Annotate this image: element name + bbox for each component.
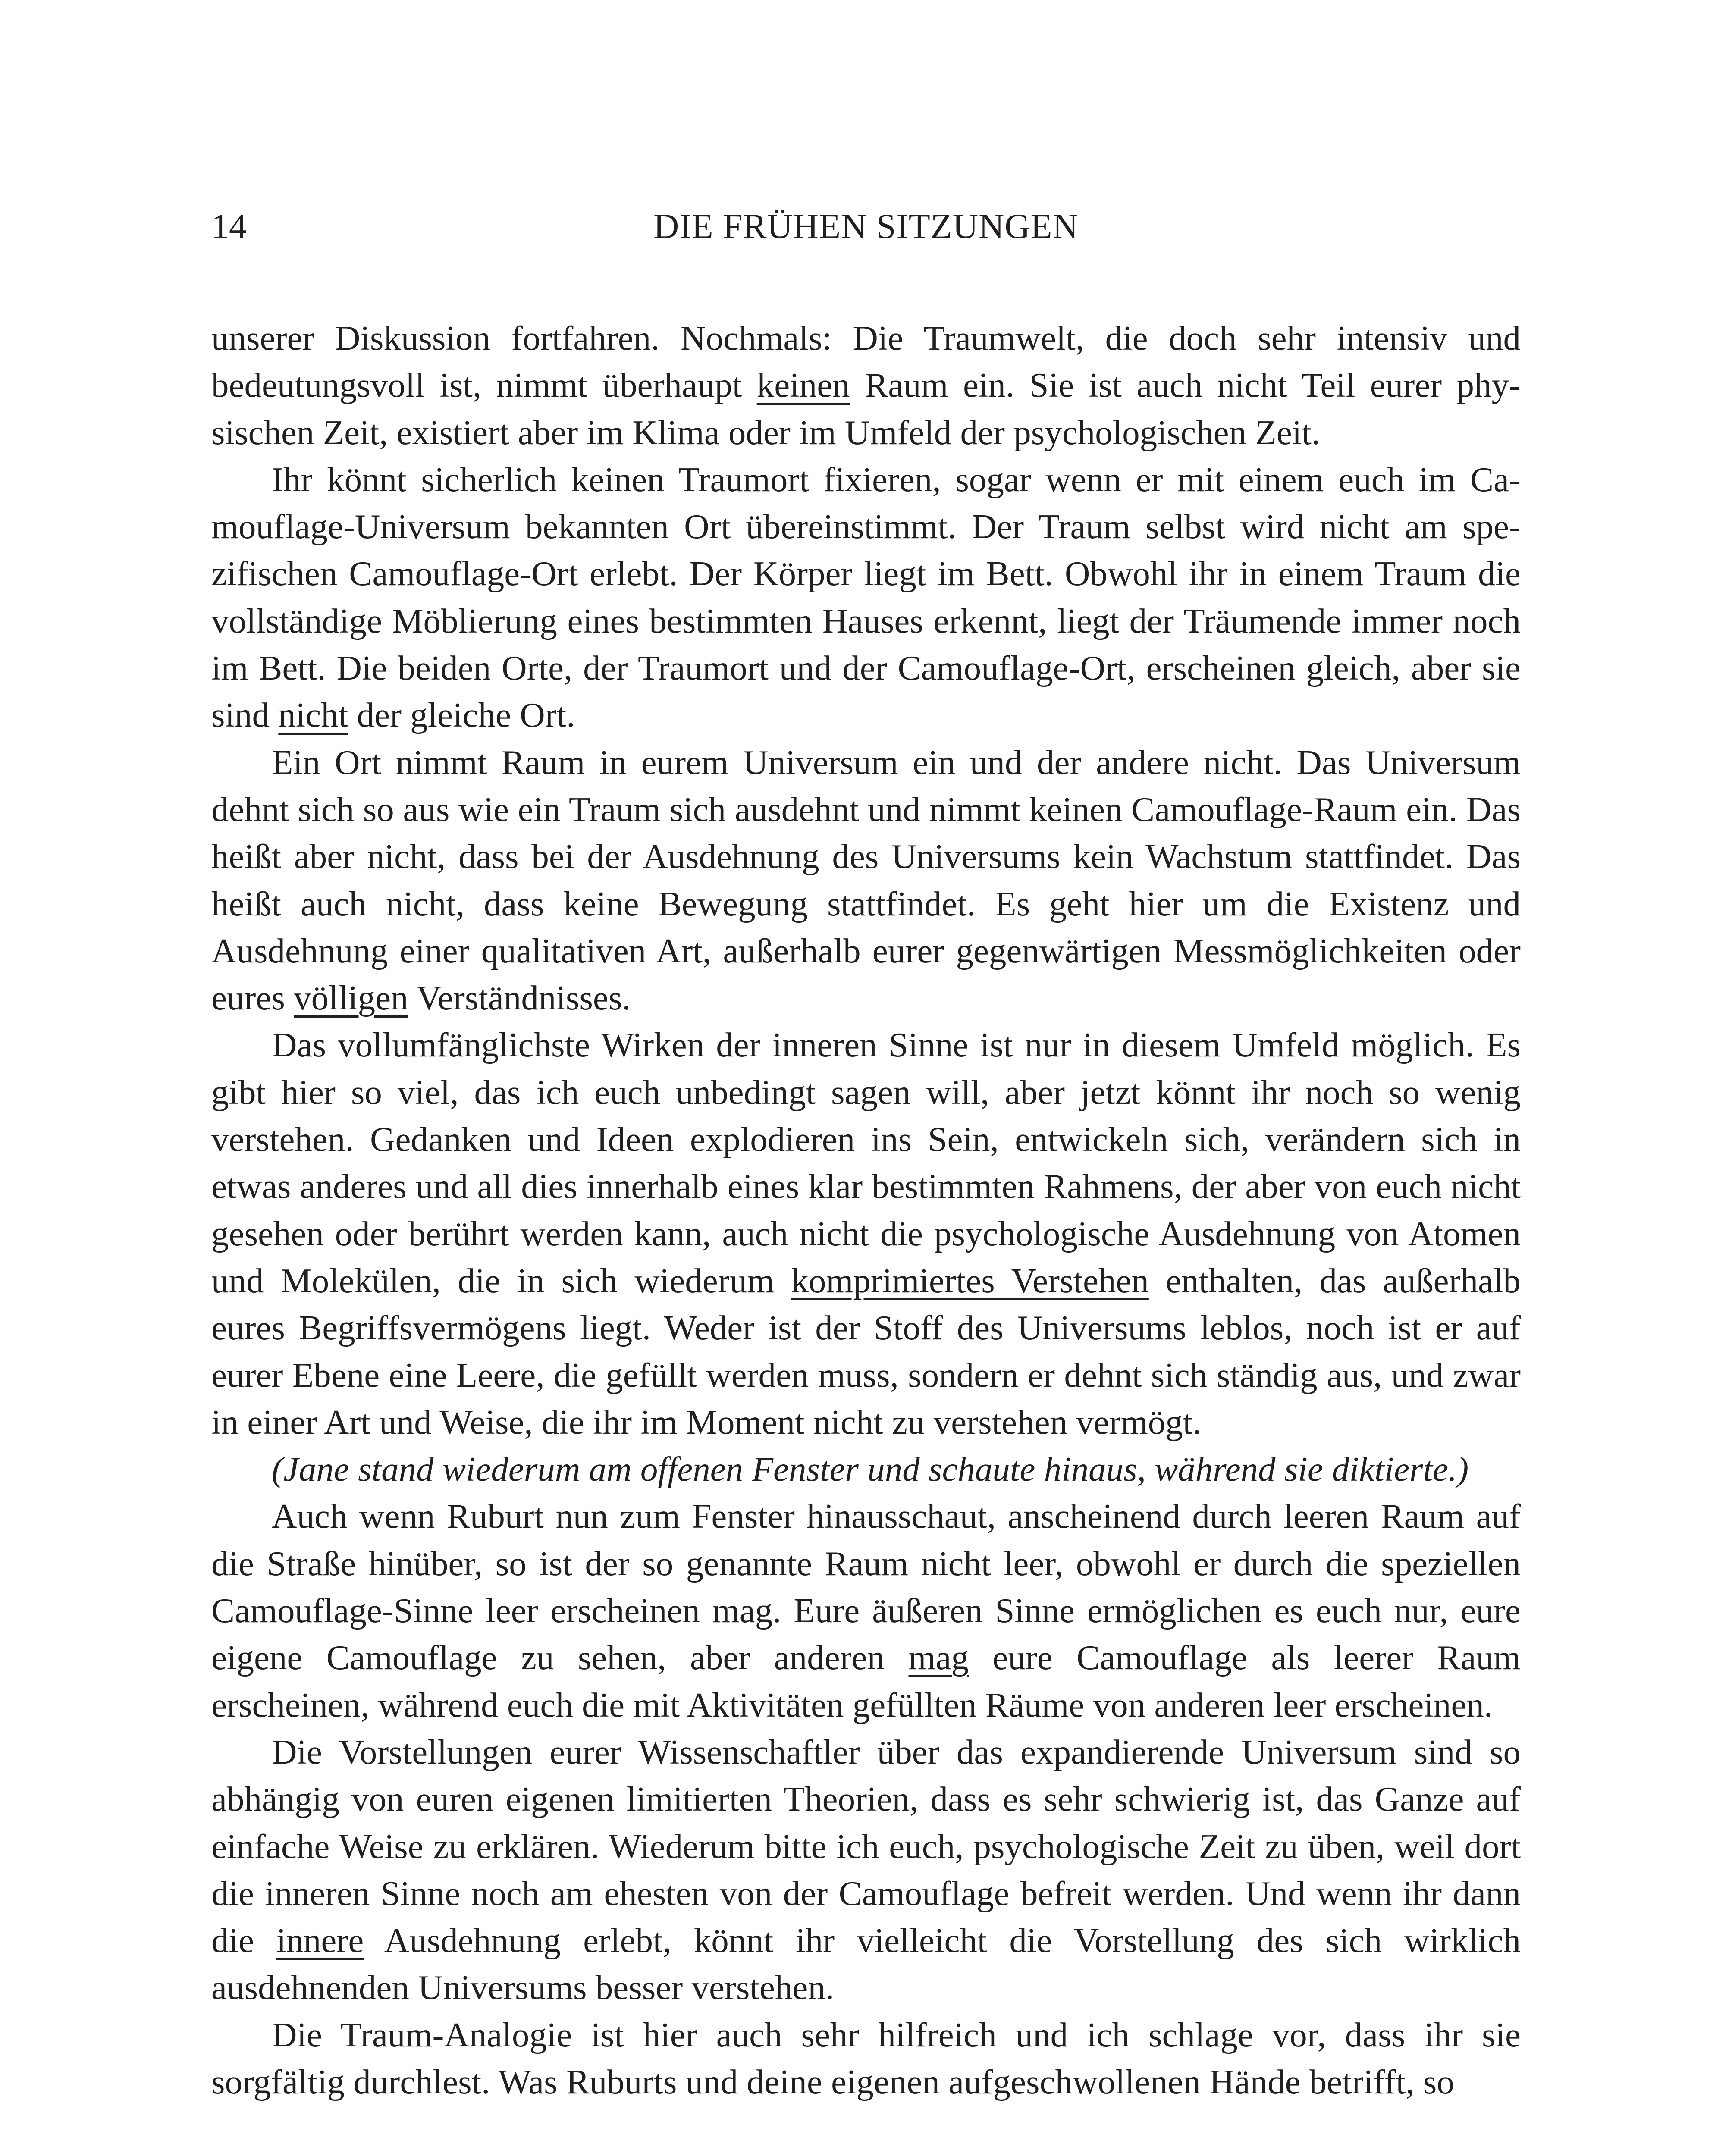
paragraph [211, 1022, 1521, 1446]
text-run: (Jane stand wiederum am offenen Fenster und schaute hinaus, während sie diktierte.) [272, 1450, 1469, 1489]
emphasized-word: innere [276, 1921, 364, 1960]
text-run: eure Camouflage als leerer Raum erscheinen, während euch die mit Aktivitäten gefüllten Räume von anderen leer erscheinen. [211, 1638, 1521, 1724]
paragraph [211, 1493, 1521, 1728]
paragraph [211, 739, 1521, 1022]
page-number: 14 [211, 207, 247, 246]
paragraph [211, 456, 1521, 739]
text-run: Verständnisses. [408, 978, 631, 1018]
text-run: Das vollumfänglichste Wirken der inneren Sinne ist nur in diesem Umfeld möglich. Es gibt hier so viel, das ich euch unbedingt sagen will, aber jetzt könnt ihr noch so wenig verstehen. Gedanken und Ideen explodieren ins Sein, entwickeln sich, verändern sich in etwas anderes und all dies innerhalb eines klar bestimmten Rahmens, der aber von euch nicht gesehen oder berührt werden kann, auch nicht die psychologische Ausdehnung von Atomen und Molekülen, die in sich wiederum [211, 1025, 1521, 1300]
text-run: Auch wenn Ruburt nun zum Fenster hinausschaut, anscheinend durch leeren Raum auf die Straße hinüber, so ist der so genannte Raum nicht leer, obwohl er durch die speziellen Camouflage-Sinne leer erscheinen mag. Eure äußeren Sinne ermöglichen es euch nur, eure eigene Camouflage zu sehen, aber anderen [211, 1497, 1521, 1677]
paragraph [211, 315, 1521, 456]
emphasized-word: völligen [294, 978, 408, 1018]
text-run: Ausdehnung erlebt, könnt ihr vielleicht die Vorstellung des sich wirklich ausdehnenden Universums besser verstehen. [211, 1921, 1521, 2007]
emphasized-word: komprimiertes Verstehen [791, 1261, 1149, 1300]
emphasized-word: keinen [756, 366, 850, 405]
body-text [211, 315, 1521, 2106]
page-header [211, 203, 1521, 250]
paragraph [211, 1729, 1521, 2012]
text-run: unserer Diskussion fortfahren. Nochmals: Die Traumwelt, die doch sehr intensiv und bedeutungsvoll ist, nimmt überhaupt [211, 319, 1521, 405]
text-run: Ihr könnt sicherlich keinen Traumort fixieren, sogar wenn er mit einem euch im Camouflage-Universum bekannten Ort übereinstimmt. Der Traum selbst wird nicht am spezifischen Camouflage-Ort erlebt. Der Körper liegt im Bett. Obwohl ihr in einem Traum die vollständige Möblierung eines bestimmten Hauses erkennt, liegt der Träumende immer noch im Bett. Die beiden Orte, der Traumort und der Camouflage-Ort, erscheinen gleich, aber sie sind [211, 460, 1521, 735]
text-run: der gleiche Ort. [348, 696, 575, 735]
text-run: Die Traum-Analogie ist hier auch sehr hilfreich und ich schlage vor, dass ihr sie sorgfältig durchlest. Was Ruburts und deine eigenen aufgeschwollenen Hände betrifft, so [211, 2015, 1521, 2101]
paragraph [211, 2012, 1521, 2106]
paragraph [211, 1446, 1521, 1493]
running-head: DIE FRÜHEN SITZUNGEN [653, 207, 1079, 246]
text-run: enthalten, das außerhalb eures Begriffsvermögens liegt. Weder ist der Stoff des Universums leblos, noch ist er auf eurer Ebene eine Leere, die gefüllt werden muss, sondern er dehnt sich ständig aus, und zwar in einer Art und Weise, die ihr im Moment nicht zu verstehen vermögt. [211, 1261, 1521, 1442]
text-run: Raum ein. Sie ist auch nicht Teil eurer physischen Zeit, existiert aber im Klima oder im Umfeld der psychologischen Zeit. [211, 366, 1521, 452]
text-run: Die Vorstellungen eurer Wissenschaftler über das expandierende Universum sind so abhängig von euren eigenen limitierten Theorien, dass es sehr schwierig ist, das Ganze auf einfache Weise zu erklären. Wiederum bitte ich euch, psychologische Zeit zu üben, weil dort die inneren Sinne noch am ehesten von der Camouflage befreit werden. Und wenn ihr dann die [211, 1732, 1521, 1960]
emphasized-word: nicht [278, 696, 348, 735]
text-run: Ein Ort nimmt Raum in eurem Universum ein und der andere nicht. Das Universum dehnt sich so aus wie ein Traum sich ausdehnt und nimmt keinen Camouflage-Raum ein. Das heißt aber nicht, dass bei der Ausdehnung des Universums kein Wachstum stattfindet. Das heißt auch nicht, dass keine Bewegung stattfindet. Es geht hier um die Existenz und Ausdehnung einer qualitativen Art, außerhalb eurer gegenwärtigen Messmöglichkeiten oder eures [211, 743, 1521, 1018]
emphasized-word: mag [908, 1638, 969, 1677]
